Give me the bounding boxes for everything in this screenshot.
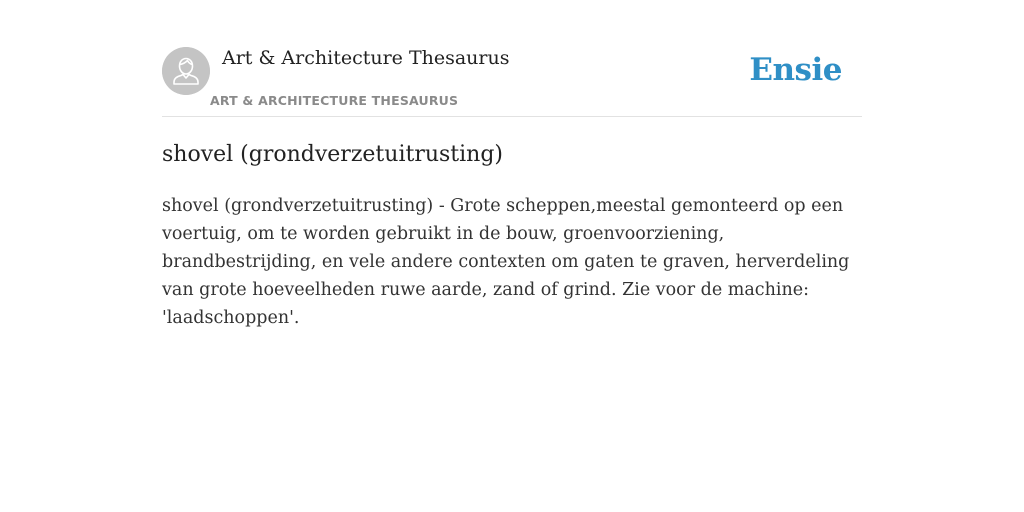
source-header bbox=[162, 46, 862, 117]
term-title: shovel (grondverzetuitrusting) bbox=[162, 142, 504, 167]
source-title[interactable]: Art & Architecture Thesaurus bbox=[222, 47, 510, 69]
term-definition: shovel (grondverzetuitrusting) - Grote scheppen,meestal gemonteerd op een voertuig, om te worden gebruikt in de bouw, groenvoorziening, brandbestrijding, en vele andere contexten om gaten te graven, herverdeling van grote hoeveelheden ruwe aarde, zand of grind. Zie voor de machine: 'laadschoppen'. bbox=[162, 196, 850, 328]
source-subtitle: ART & ARCHITECTURE THESAURUS bbox=[210, 93, 459, 108]
ensie-logo-link[interactable]: Ensie bbox=[749, 52, 842, 88]
user-avatar-icon bbox=[162, 47, 210, 95]
